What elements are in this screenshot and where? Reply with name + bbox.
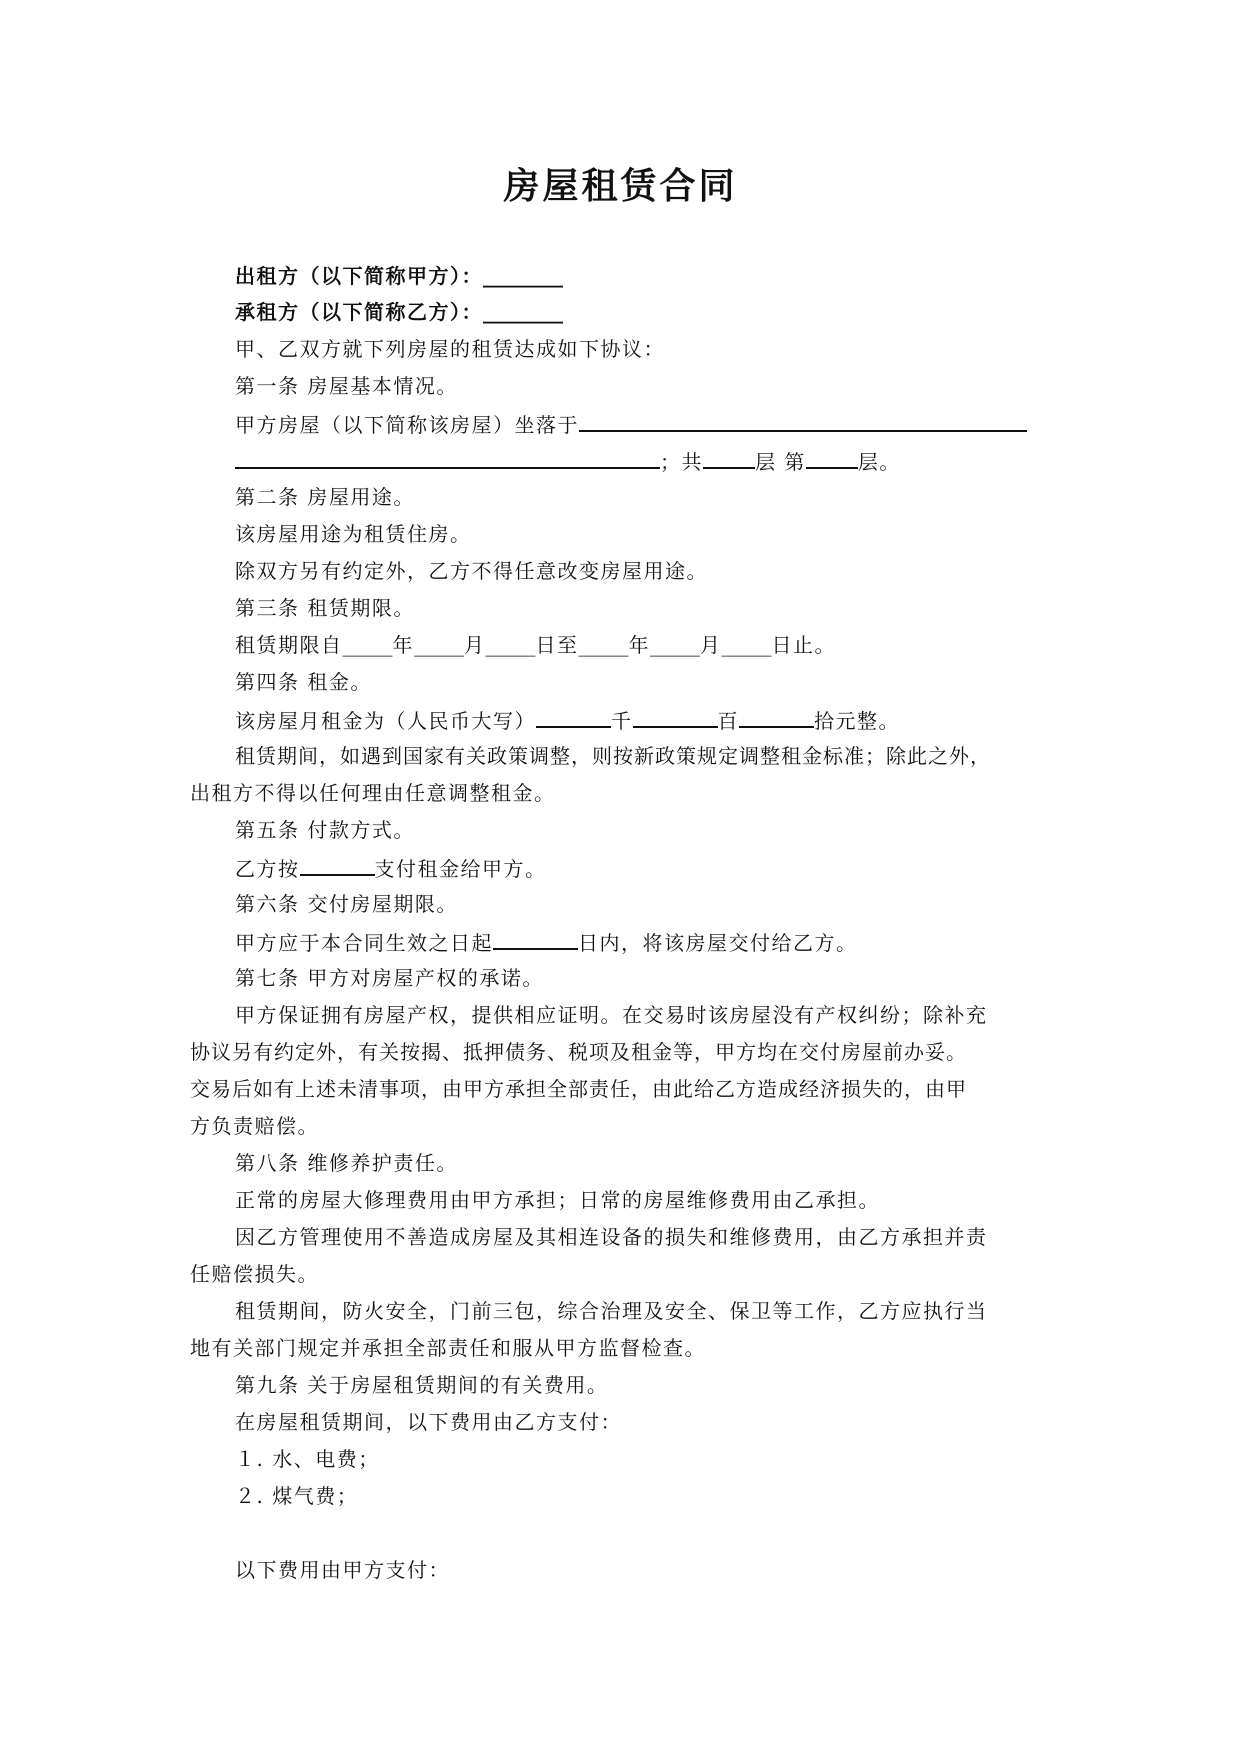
article-8-p1: 正常的房屋大修理费用由甲方承担；日常的房屋维修费用由乙承担。	[235, 1188, 880, 1212]
party-a-label: 出租方（以下简称甲方）：	[235, 264, 483, 288]
article-8-title: 第八条 维修养护责任。	[235, 1151, 458, 1175]
intro: 甲、乙双方就下列房屋的租赁达成如下协议：	[235, 337, 665, 361]
floor-label: 层 第	[755, 450, 806, 474]
article-4-title: 第四条 租金。	[235, 670, 372, 694]
article-8-p2-l2: 任赔偿损失。	[190, 1262, 319, 1286]
party-b-label: 承租方（以下简称乙方）：	[235, 300, 483, 324]
year-end-blank: _____	[578, 633, 629, 657]
year-start-blank: _____	[342, 633, 393, 657]
shi-label: 拾元整。	[814, 709, 900, 733]
article-2-title: 第二条 房屋用途。	[235, 485, 415, 509]
article-2-p1: 该房屋用途为租赁住房。	[235, 522, 472, 546]
payment-label: 乙方按	[235, 857, 300, 881]
month-label: 月	[464, 633, 486, 657]
article-1-floor-line	[235, 447, 901, 475]
delivery-days-blank	[493, 928, 578, 950]
payment-tail: 支付租金给甲方。	[374, 857, 547, 881]
article-9-p2: 以下费用由甲方支付：	[235, 1558, 450, 1582]
party-a-blank: ________	[483, 264, 563, 288]
location-label: 甲方房屋（以下简称该房屋）坐落于	[235, 413, 579, 437]
article-7-l1: 甲方保证拥有房屋产权，提供相应证明。在交易时该房屋没有产权纠纷；除补充	[235, 1003, 988, 1027]
rent-bai-blank	[633, 706, 718, 728]
article-6-title: 第六条 交付房屋期限。	[235, 892, 458, 916]
rent-qian-blank	[536, 706, 611, 728]
article-4-p2-l2: 出租方不得以任何理由任意调整租金。	[190, 781, 556, 805]
floor-number-blank	[806, 447, 858, 469]
article-1-location-line	[235, 410, 1027, 438]
article-7-l2: 协议另有约定外，有关按揭、抵押债务、税项及租金等，甲方均在交付房屋前办妥。	[190, 1040, 967, 1064]
article-7-l3: 交易后如有上述未清事项，由甲方承担全部责任，由此给乙方造成经济损失的，由甲	[190, 1077, 967, 1101]
floor-total-blank	[703, 447, 755, 469]
article-3-title: 第三条 租赁期限。	[235, 596, 415, 620]
term-from-label: 租赁期限自	[235, 633, 343, 657]
year-label: 年	[392, 633, 414, 657]
article-9-p1: 在房屋租赁期间，以下费用由乙方支付：	[235, 1410, 622, 1434]
article-9-item-2: ２. 煤气费；	[235, 1484, 359, 1508]
article-4-rent-line	[235, 706, 900, 734]
month-end-blank: _____	[650, 633, 700, 657]
article-5-p1	[235, 854, 547, 882]
article-5-title: 第五条 付款方式。	[235, 818, 415, 842]
article-4-p2-l1: 租赁期间，如遇到国家有关政策调整，则按新政策规定调整租金标准；除此之外，	[235, 744, 991, 768]
day-start-blank: _____	[485, 633, 536, 657]
floor-end-label: 层。	[857, 450, 901, 474]
party-b-line	[235, 299, 563, 325]
article-8-p2-l1: 因乙方管理使用不善造成房屋及其相连设备的损失和维修费用，由乙方承担并责	[235, 1225, 988, 1249]
article-6-p1	[235, 928, 858, 956]
article-9-item-1: １. 水、电费；	[235, 1447, 380, 1471]
day-end-blank: _____	[721, 633, 772, 657]
location-blank-2	[235, 447, 660, 469]
delivery-label: 甲方应于本合同生效之日起	[235, 931, 493, 955]
floor-total-label: ；共	[660, 450, 703, 474]
payment-method-blank	[300, 854, 375, 876]
bai-label: 百	[717, 709, 739, 733]
day-to-label: 日至	[535, 633, 579, 657]
article-9-title: 第九条 关于房屋租赁期间的有关费用。	[235, 1373, 609, 1397]
article-1-title: 第一条 房屋基本情况。	[235, 374, 458, 398]
article-8-p3-l1: 租赁期间，防火安全，门前三包，综合治理及安全、保卫等工作，乙方应执行当	[235, 1299, 988, 1323]
party-b-blank: ________	[483, 300, 563, 324]
qian-label: 千	[611, 709, 633, 733]
party-a-line	[235, 263, 563, 289]
rent-label: 该房屋月租金为（人民币大写）	[235, 709, 536, 733]
month-start-blank: _____	[414, 633, 464, 657]
month-label-2: 月	[700, 633, 722, 657]
article-3-term-line	[235, 632, 836, 658]
year-label-2: 年	[628, 633, 650, 657]
article-7-title: 第七条 甲方对房屋产权的承诺。	[235, 966, 544, 990]
article-7-l4: 方负责赔偿。	[190, 1114, 319, 1138]
article-8-p3-l2: 地有关部门规定并承担全部责任和服从甲方监督检查。	[190, 1336, 706, 1360]
document-title: 房屋租赁合同	[503, 165, 738, 207]
delivery-tail: 日内，将该房屋交付给乙方。	[578, 931, 858, 955]
rent-shi-blank	[739, 706, 814, 728]
article-2-p2: 除双方另有约定外，乙方不得任意改变房屋用途。	[235, 559, 708, 583]
day-end-label: 日止。	[771, 633, 836, 657]
location-blank	[579, 410, 1027, 432]
